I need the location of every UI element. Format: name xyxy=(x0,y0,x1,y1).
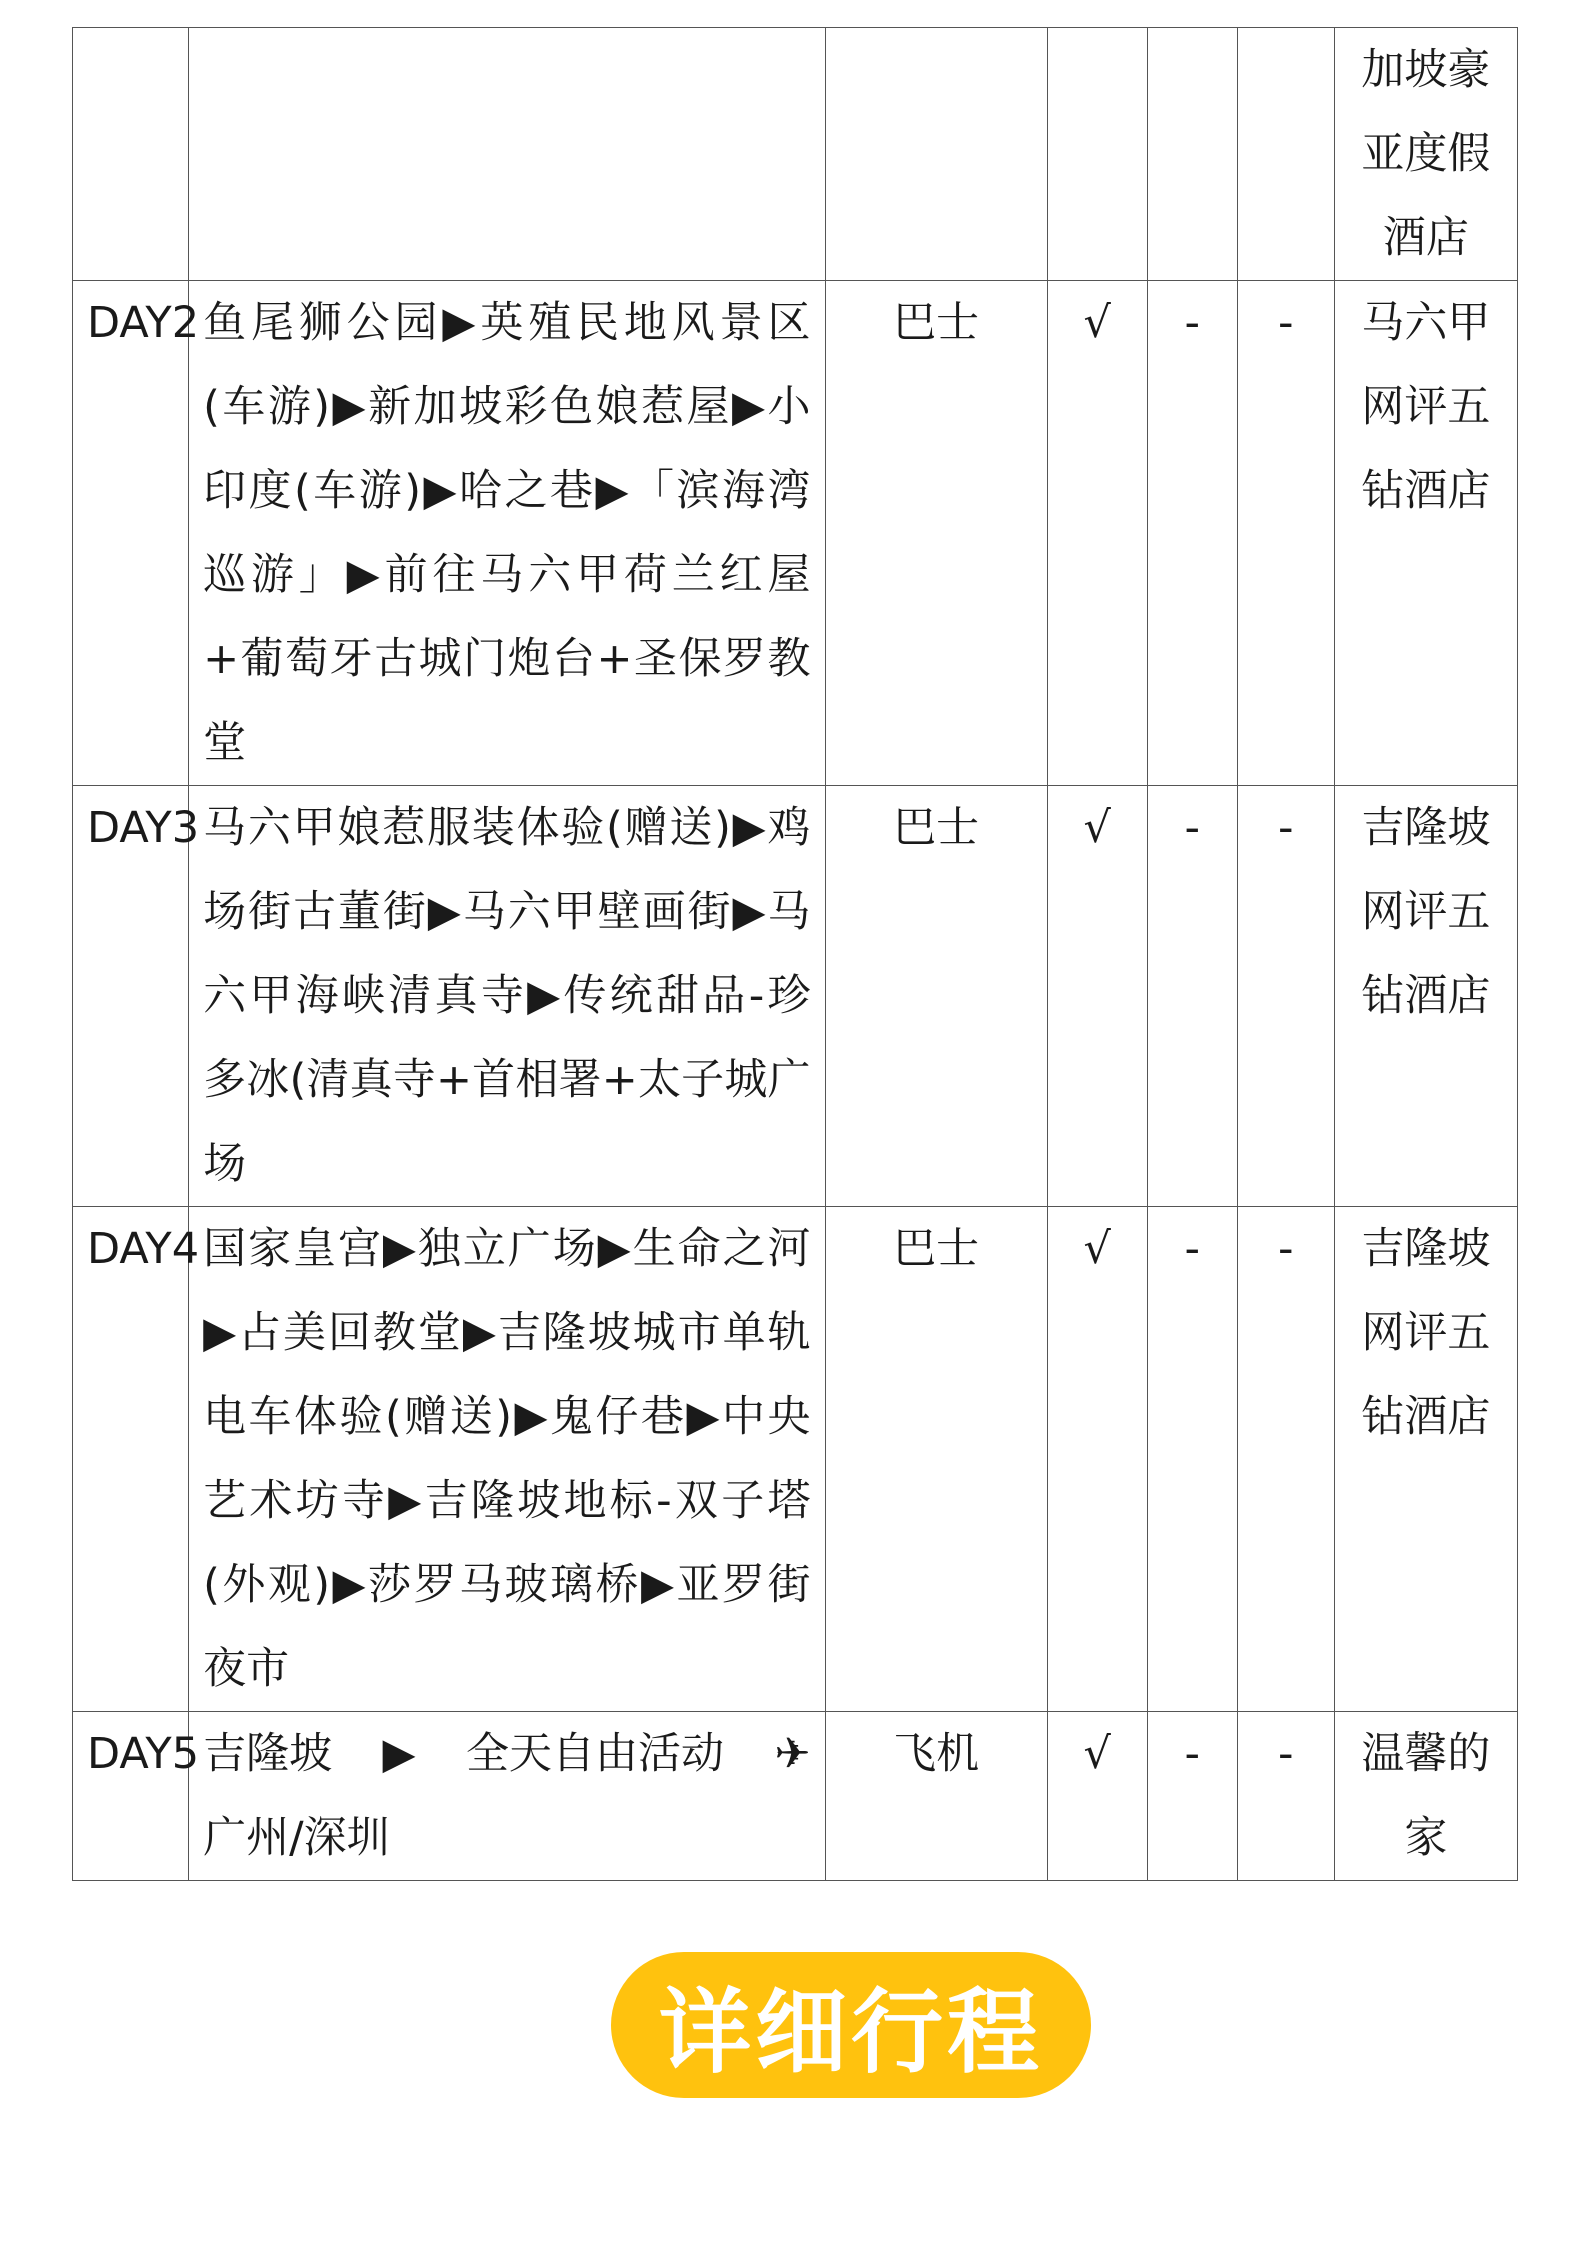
lunch-cell: - xyxy=(1147,1207,1237,1712)
route-cell: 鱼尾狮公园▶英殖民地风景区(车游)▶新加坡彩色娘惹屋▶小印度(车游)▶哈之巷▶「滨海湾巡游」▶前往马六甲荷兰红屋+葡萄牙古城门炮台+圣保罗教堂 xyxy=(189,281,825,786)
day-cell xyxy=(73,28,189,281)
breakfast-cell: √ xyxy=(1047,786,1147,1207)
day-cell: DAY5 xyxy=(73,1712,189,1881)
transport-cell: 巴士 xyxy=(825,786,1047,1207)
route-first-line: 吉隆坡 ▶ 全天自由活动 ✈ xyxy=(203,1712,810,1796)
lunch-cell: - xyxy=(1147,281,1237,786)
breakfast-cell xyxy=(1047,28,1147,281)
dinner-cell: - xyxy=(1237,1712,1334,1881)
breakfast-cell: √ xyxy=(1047,281,1147,786)
transport-cell: 巴士 xyxy=(825,1207,1047,1712)
breakfast-cell: √ xyxy=(1047,1712,1147,1881)
day-cell: DAY3 xyxy=(73,786,189,1207)
day-cell: DAY4 xyxy=(73,1207,189,1712)
detailed-itinerary-button[interactable]: 详细行程 xyxy=(611,1952,1091,2098)
route-cell xyxy=(189,28,825,281)
breakfast-cell: √ xyxy=(1047,1207,1147,1712)
route-cell: 国家皇宫▶独立广场▶生命之河▶占美回教堂▶吉隆坡城市单轨电车体验(赠送)▶鬼仔巷▶中央艺术坊寺▶吉隆坡地标-双子塔(外观)▶莎罗马玻璃桥▶亚罗街夜市 xyxy=(189,1207,825,1712)
table-row xyxy=(73,28,1518,281)
airplane-icon: ✈ xyxy=(774,1729,811,1779)
lunch-cell: - xyxy=(1147,786,1237,1207)
transport-cell xyxy=(825,28,1047,281)
hotel-cell: 加坡豪亚度假酒店 xyxy=(1334,28,1517,281)
hotel-cell: 马六甲网评五钻酒店 xyxy=(1334,281,1517,786)
dinner-cell: - xyxy=(1237,281,1334,786)
dinner-cell: - xyxy=(1237,1207,1334,1712)
hotel-cell: 吉隆坡网评五钻酒店 xyxy=(1334,786,1517,1207)
transport-cell: 飞机 xyxy=(825,1712,1047,1881)
itinerary-table xyxy=(72,27,1518,1881)
hotel-cell: 温馨的家 xyxy=(1334,1712,1517,1881)
table-row xyxy=(73,1207,1518,1712)
route-cell: 吉隆坡 ▶ 全天自由活动 ✈ 广州/深圳 xyxy=(189,1712,825,1881)
dinner-cell xyxy=(1237,28,1334,281)
dinner-cell: - xyxy=(1237,786,1334,1207)
day-cell: DAY2 xyxy=(73,281,189,786)
transport-cell: 巴士 xyxy=(825,281,1047,786)
table-row xyxy=(73,1712,1518,1881)
table-row xyxy=(73,281,1518,786)
hotel-cell: 吉隆坡网评五钻酒店 xyxy=(1334,1207,1517,1712)
table-row xyxy=(73,786,1518,1207)
lunch-cell: - xyxy=(1147,1712,1237,1881)
route-cell: 马六甲娘惹服装体验(赠送)▶鸡场街古董街▶马六甲壁画街▶马六甲海峡清真寺▶传统甜品-珍多冰(清真寺+首相署+太子城广场 xyxy=(189,786,825,1207)
lunch-cell xyxy=(1147,28,1237,281)
arrow-icon: ▶ xyxy=(382,1729,416,1779)
